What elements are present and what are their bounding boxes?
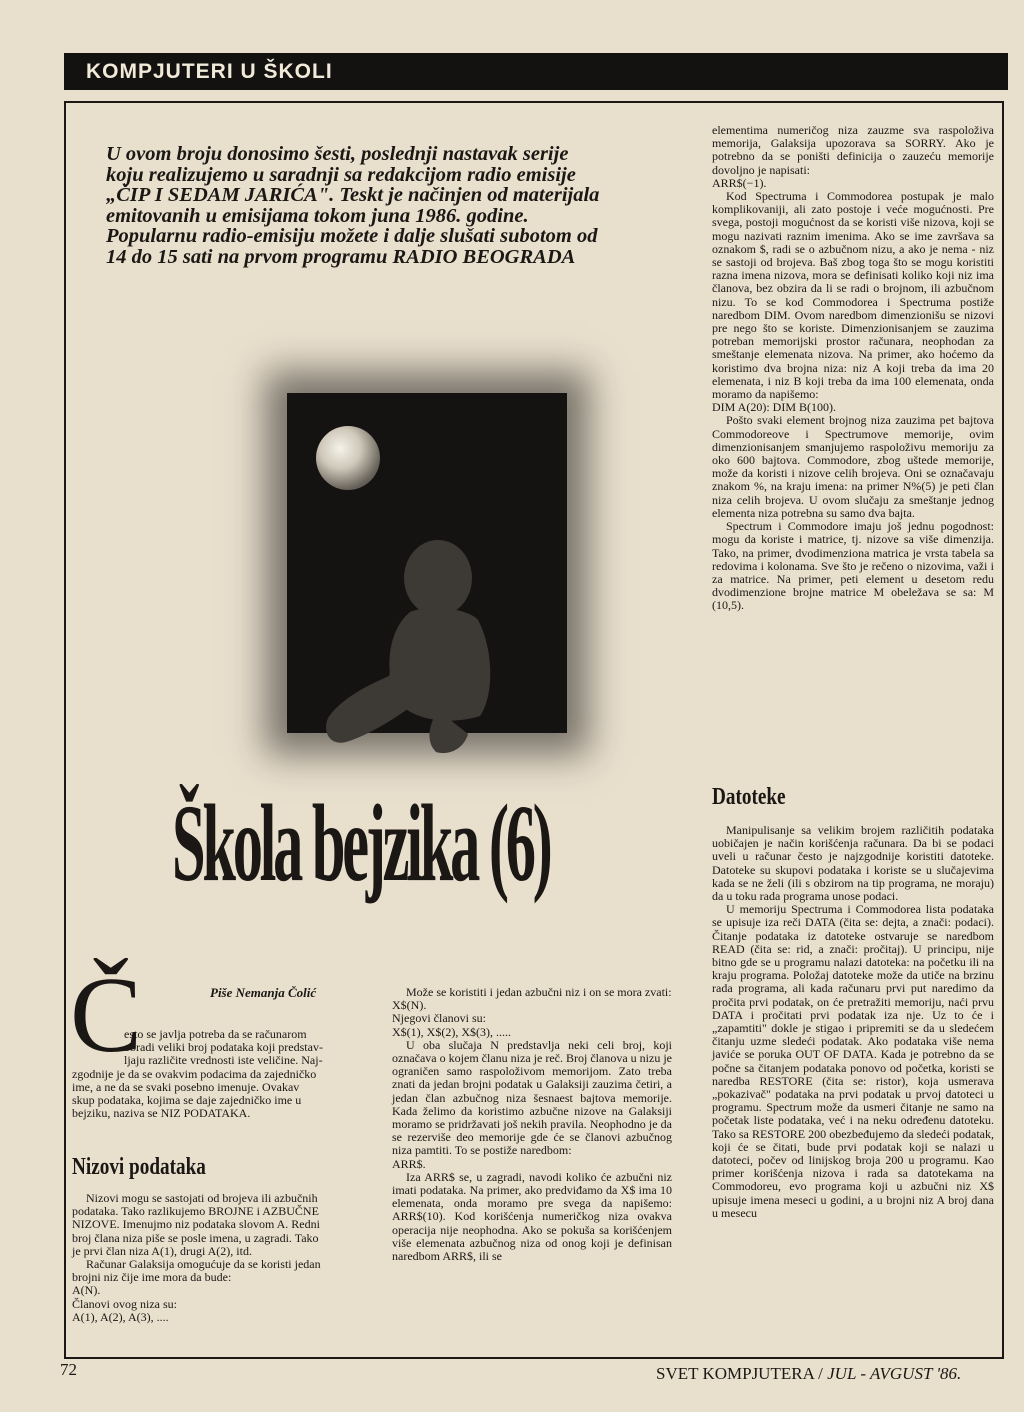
earth-image <box>316 426 380 490</box>
drop-cap: Č <box>70 956 143 1075</box>
text-line: A(N). <box>72 1283 101 1298</box>
article-title: Škola bejzika (6) <box>172 782 550 904</box>
column-1-intro-cont <box>72 1068 350 1121</box>
text-line: podataka. Tako razlikujemo BROJNE i AZBUČNE <box>72 1204 319 1219</box>
paragraph: Manipulisanje sa velikim brojem različitih podataka uobičajen je način korišćenja računara. Da bi se podaci uveli u računar često je najzgodnije koristiti datoteke. Datoteke su skupovi podataka i koriste se u slučajevima kada se ne želi (ili s obzirom na tip programa, ne moraju) da u toku rada programa unose podaci. <box>712 823 994 904</box>
text-line: skup podataka, kojima se daje zajedničko ime u <box>72 1093 302 1107</box>
intro-line: koju realizujemo u saradnji sa redakcijom radio emisije <box>106 163 576 186</box>
paragraph: elementima numeričog niza zauzme sva raspoloživa memorija, Galaksija upozorava sa SORRY. Ako je potrebno da se poništi definicija o zauzeću memorije dovoljno je napisati: <box>712 123 994 177</box>
text-line: ljaju različite vrednosti iste veličine. Naj- <box>124 1053 323 1068</box>
text-line: NIZOVE. Imenujmo niz podataka slovom A. Redni <box>72 1217 320 1232</box>
code-line: Njegovi članovi su: <box>392 1011 486 1026</box>
magazine-footer <box>656 1364 961 1384</box>
paragraph: Kod Spectruma i Commodorea postupak je malo komplikovaniji, ali zato postoje i veće mogućnosti. Pre svega, postoji mogućnost da se koristi više nizova, koji se mogu nazivati raznim imenima. Ako se ime završava sa oznakom $, radi se o azbučnom nizu, a ako je nema - niz se sastoji od brojeva. Baš zbog toga što se mogu koristiti razna imena nizova, mora se definisati koliko koji niz ima članova, bez obzira da li se radi o brojnom, ili azbučnom nizu. To se kod Commodorea i Spectruma postiže naredbom DIM. Ovom naredbom dimenzionišu se nizovi pre nego što se koriste. Dimenzionisanjem se zauzima potreban memorijski prostor računara, neophodan za smeštanje elemenata nizova. Na primer, ako hoćemo da koristimo dva brojna niza: niz A koji treba da ima 20 elemenata, i niz B koji treba da ima 100 elemenata, onda moramo da napišemo: <box>712 189 994 402</box>
intro-line: emitovanih u emisijama tokom juna 1986. godine. <box>106 204 529 227</box>
column-1-body <box>72 1192 350 1324</box>
column-3-bottom <box>712 824 994 1220</box>
paragraph: Može se koristiti i jedan azbučni niz i on se mora zvati: <box>406 985 672 999</box>
footer-separator: / <box>813 1364 828 1383</box>
paragraph: U memoriju Spectruma i Commodorea lista podataka se upisuje iza reči DATA (čita se: dejta, a znači: podaci). Čitanje podataka iz datoteke ostvaruje se naredbom READ (čita se: rid, a znači: pročitaj). U principu, nije bitno gde se u programu nalazi datoteka: na početku ili na kraju programa. Položaj datoteke može da utiče na brzinu rada programa, ali kada računaru prvi put naredimo da pročita prvi podatak, on će pretražiti memoriju, naći prvu DATA i pročitati prvi podatak iza nje. Uz to će i „zapamtiti" dokle je stigao i pripremiti se da u sledećem čitanju uzme sledeći podatak. Ako podataka više nema javiće se poruka OUT OF DATA. Kada je potrebno da se počne sa čitanjem podataka ponovo od početka, koristi se naredba RESTORE (čita se: ristor), koja usmerava „pokazivač" podataka na prvi podatak u prvoj datoteci u programu. Spectrum može da usmeri čitanje ne samo na početak liste podataka, već i na neku određenu datoteku. Tako sa RESTORE 200 obezbeđujemo da sledeći podatak, koji će se čitati, bude prvi podatak koji se nalazi u datoteci, počev od linijskog broja 200 u programu. Kao primer korišćenja nizova i rada sa datotekama na Commodoreu, evo programa koji u azbučni niz X$ upisuje imena meseci u godini, a u brojni niz A broj dana u mesecu <box>712 902 994 1220</box>
text-line: zgodnije je da se ovakvim podacima da zajedničko <box>72 1066 317 1081</box>
magazine-name: SVET KOMPJUTERA <box>656 1364 814 1383</box>
intro-line: U ovom broju donosimo šesti, poslednji nastavak serije <box>106 143 569 165</box>
column-2 <box>392 986 672 1263</box>
text-line: esto se javlja potreba da se računarom <box>124 1027 307 1041</box>
code-line: X$(N). <box>392 998 427 1013</box>
column-3-top <box>712 124 994 613</box>
paragraph: Iza ARR$ se, u zagradi, navodi koliko će azbučni niz imati podataka. Na primer, ako predviđamo da X$ ima 10 elemenata, onda moramo pre svega da napišemo: ARR$(10). Kod korišćenja numeričkog niza ovakva operacija nije neophodna. Ako se pokuša sa korišćenjem više elemenata azbučnog niza od onog koji je definisan naredbom ARR$, ili se <box>392 1169 672 1264</box>
text-line: je prvi član niza A(1), drugi A(2), itd. <box>72 1243 252 1258</box>
paragraph: Pošto svaki element brojnog niza zauzima pet bajtova Commodoreove i Spectrumove memorije, ovim dimenzionisanjem smanjujemo raspoloživu memoriju za oko 600 bajtova. Commodore, zbog uštede memorije, može da koristi i nizove celih brojeva. Oni se označavaju znakom %, na kraju imena: na primer N%(5) je peti član niza celih brojeva. U ovom slučaju za smeštanje jednog elementa niza potrebna su samo dva bajta. <box>712 413 994 520</box>
intro-line: 14 do 15 sati na prvom programu RADIO BEOGRADA <box>106 245 576 268</box>
baby-silhouette <box>318 520 498 760</box>
section-heading: Datoteke <box>712 784 786 810</box>
text-line: broj člana niza piše se posle imena, u zagradi. Tako <box>72 1230 319 1245</box>
text-line: brojni niz čije ime mora da bude: <box>72 1270 232 1285</box>
text-line: Članovi ovog niza su: <box>72 1296 177 1311</box>
intro-line: Popularnu radio-emisiju možete i dalje slušati subotom od <box>106 225 598 247</box>
intro-text <box>106 144 666 267</box>
code-line: ARR$(−1). <box>712 175 767 190</box>
code-line: DIM A(20): DIM B(100). <box>712 400 836 415</box>
paragraph: U oba slučaja N predstavlja neki celi broj, koji označava o kojem članu niza je reč. Broj članova u nizu je ograničen samo raspoloživom memorijom. Zato treba znati da jedan brojni podatak u Galaksiji zauzima četiri, a jedan član azbučnog niza šesnaest bajtova memorije. Kada želimo da koristimo azbučne nizove na Galaksiji moramo se pridržavati još nekih pravila. Neophodno je da se rezerviše deo memorije gde će se članovi azbučnog niza pamtiti. To se postiže naredbom: <box>392 1037 672 1158</box>
code-line: ARR$. <box>392 1156 426 1171</box>
issue-label: JUL - AVGUST '86. <box>827 1364 962 1383</box>
text-line: bejziku, naziva se NIZ PODATAKA. <box>72 1106 251 1121</box>
text-line: Nizovi mogu se sastojati od brojeva ili azbučnih <box>86 1191 318 1205</box>
column-1-intro <box>124 1028 350 1068</box>
paragraph: Spectrum i Commodore imaju još jednu pogodnost: mogu da koriste i matrice, tj. nizove sa više dimenzija. Tako, na primer, dvodimenziona matrica je vrsta tabela sa redovima i kolonama. Sve što je rečeno o nizovima, važi i za matrice. Na primer, peti element u desetom redu dvodimenzione brojne matrice M obeležava se sa: M (10,5). <box>712 519 994 613</box>
byline: Piše Nemanja Čolić <box>210 985 317 1000</box>
section-header-label: KOMPJUTERI U ŠKOLI <box>86 60 333 83</box>
intro-line: „ČIP I SEDAM JARIĆA". Teskt je načinjen od materijala <box>106 184 600 206</box>
code-line: X$(1), X$(2), X$(3), ..... <box>392 1024 511 1039</box>
text-line: A(1), A(2), A(3), .... <box>72 1309 169 1324</box>
section-heading: Nizovi podataka <box>72 1154 206 1180</box>
text-line: obradi veliki broj podataka koji predstav- <box>124 1040 323 1055</box>
text-line: Računar Galaksija omogućuje da se koristi jedan <box>86 1257 321 1272</box>
text-line: ime, a ne da se svaki posebno imenuje. Ovakav <box>72 1079 300 1094</box>
page-number: 72 <box>60 1360 77 1379</box>
